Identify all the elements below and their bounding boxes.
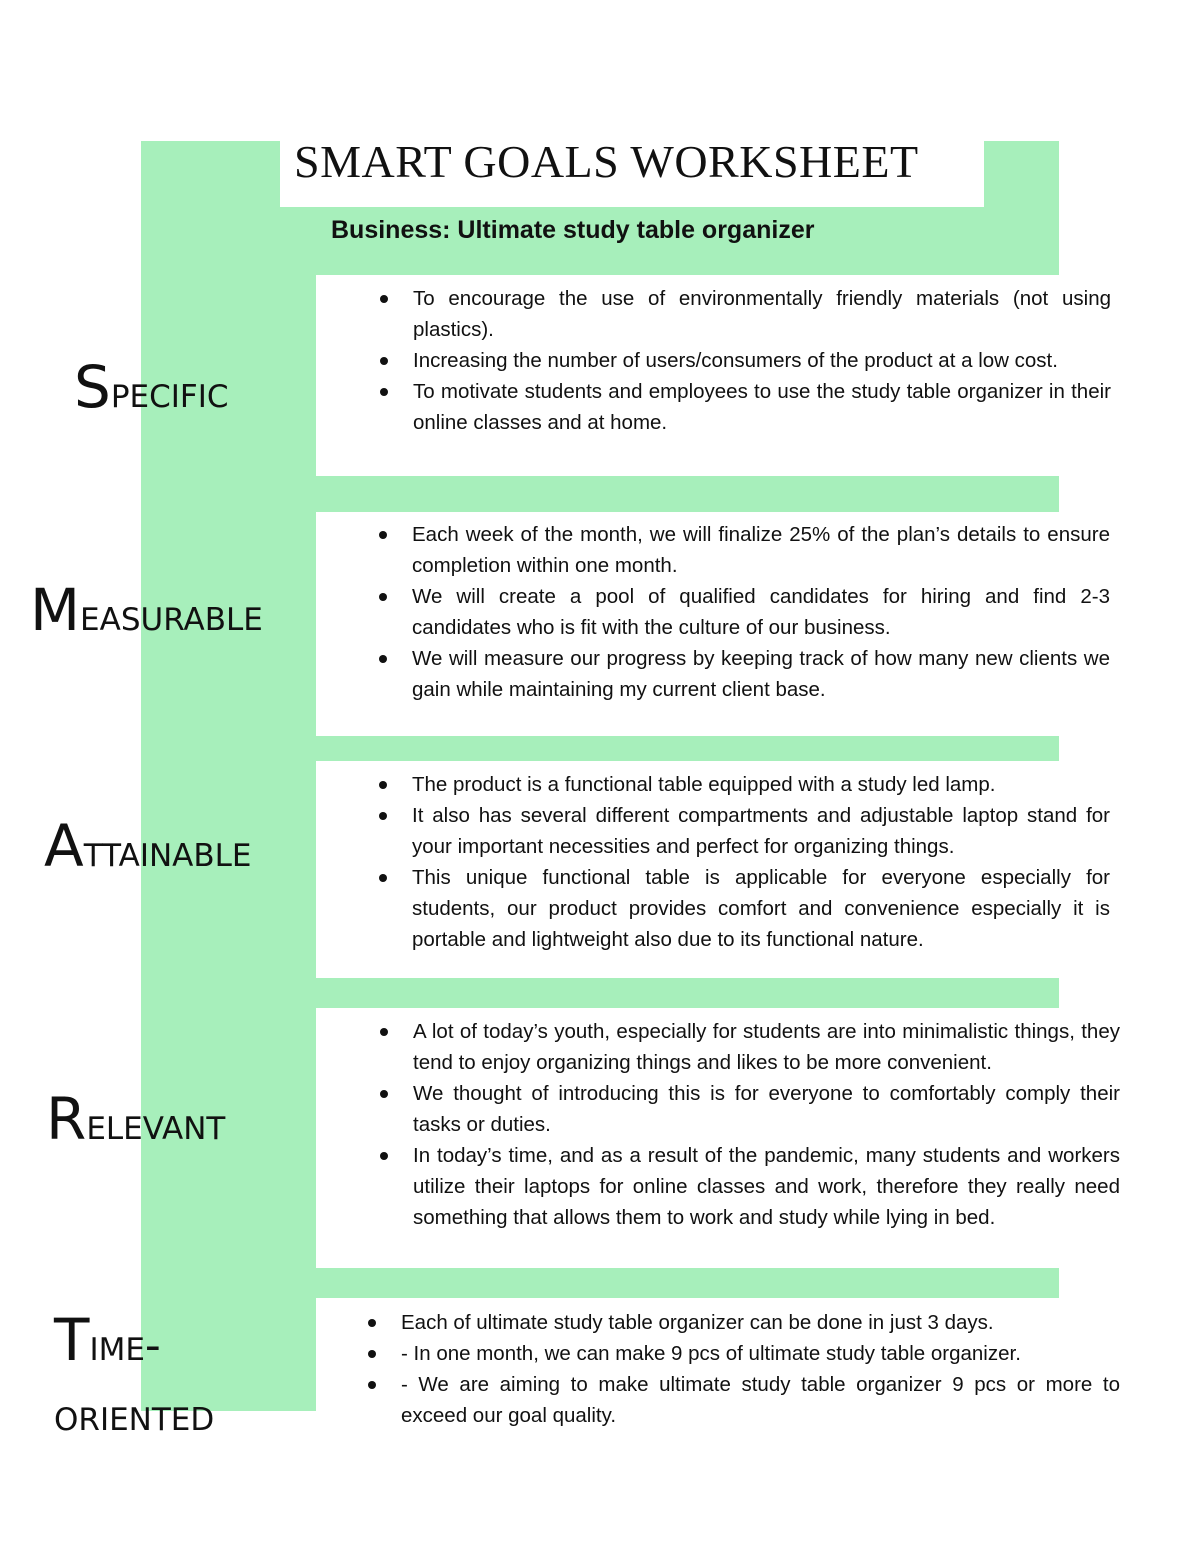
label-time: [54, 1306, 161, 1374]
label-time-line2: oriented: [54, 1390, 215, 1441]
list-item: - We are aiming to make ultimate study table organizer 9 pcs or more to exceed our goal quality.: [365, 1369, 1120, 1431]
left-green-band: [141, 141, 316, 1411]
list-item: This unique functional table is applicable for everyone especially for students, our product provides comfort and convenience especially it is portable and lightweight also due to its functional nature.: [376, 862, 1110, 955]
label-measurable-rest: easurable: [80, 590, 263, 641]
list-item: We thought of introducing this is for everyone to comfortably comply their tasks or duties.: [377, 1078, 1120, 1140]
label-specific: [74, 353, 229, 421]
list-item: In today’s time, and as a result of the pandemic, many students and workers utilize their laptops for online classes and work, therefore they really need something that allows them to work and study while lying in bed.: [377, 1140, 1120, 1233]
divider-band-4: [316, 1268, 1059, 1298]
list-item: - In one month, we can make 9 pcs of ultimate study table organizer.: [365, 1338, 1120, 1369]
measurable-list: [376, 519, 1110, 705]
worksheet-title: SMART GOALS WORKSHEET: [294, 136, 919, 187]
label-measurable: [30, 576, 263, 644]
label-time-initial: T: [54, 1306, 90, 1374]
label-specific-initial: S: [74, 353, 111, 421]
label-measurable-initial: M: [30, 576, 81, 644]
list-item: To motivate students and employees to use the study table organizer in their online classes and at home.: [377, 376, 1111, 438]
time-oriented-list: [365, 1307, 1120, 1431]
list-item: It also has several different compartments and adjustable laptop stand for your important necessities and perfect for organizing things.: [376, 800, 1110, 862]
relevant-list: [377, 1016, 1120, 1233]
label-relevant-initial: R: [46, 1085, 87, 1153]
business-name: Business: Ultimate study table organizer: [331, 216, 815, 244]
list-item: We will create a pool of qualified candidates for hiring and find 2-3 candidates who is fit with the culture of our business.: [376, 581, 1110, 643]
label-attainable: [44, 812, 252, 880]
divider-band-3: [316, 978, 1059, 1008]
label-relevant-rest: elevant: [86, 1099, 226, 1150]
list-item: Each of ultimate study table organizer can be done in just 3 days.: [365, 1307, 1120, 1338]
list-item: Each week of the month, we will finalize 25% of the plan’s details to ensure completion within one month.: [376, 519, 1110, 581]
list-item: A lot of today’s youth, especially for students are into minimalistic things, they tend to enjoy organizing things and likes to be more convenient.: [377, 1016, 1120, 1078]
label-attainable-rest: ttainable: [83, 826, 252, 877]
specific-list: [377, 283, 1111, 438]
divider-band-1: [316, 476, 1059, 512]
divider-band-2: [316, 736, 1059, 761]
label-relevant: [46, 1085, 226, 1153]
label-time-rest: ime-: [89, 1320, 161, 1371]
list-item: Increasing the number of users/consumers of the product at a low cost.: [377, 345, 1111, 376]
list-item: We will measure our progress by keeping track of how many new clients we gain while maintaining my current client base.: [376, 643, 1110, 705]
list-item: To encourage the use of environmentally friendly materials (not using plastics).: [377, 283, 1111, 345]
label-specific-rest: pecific: [110, 367, 229, 418]
list-item: The product is a functional table equipped with a study led lamp.: [376, 769, 1110, 800]
label-attainable-initial: A: [44, 812, 84, 880]
attainable-list: [376, 769, 1110, 955]
